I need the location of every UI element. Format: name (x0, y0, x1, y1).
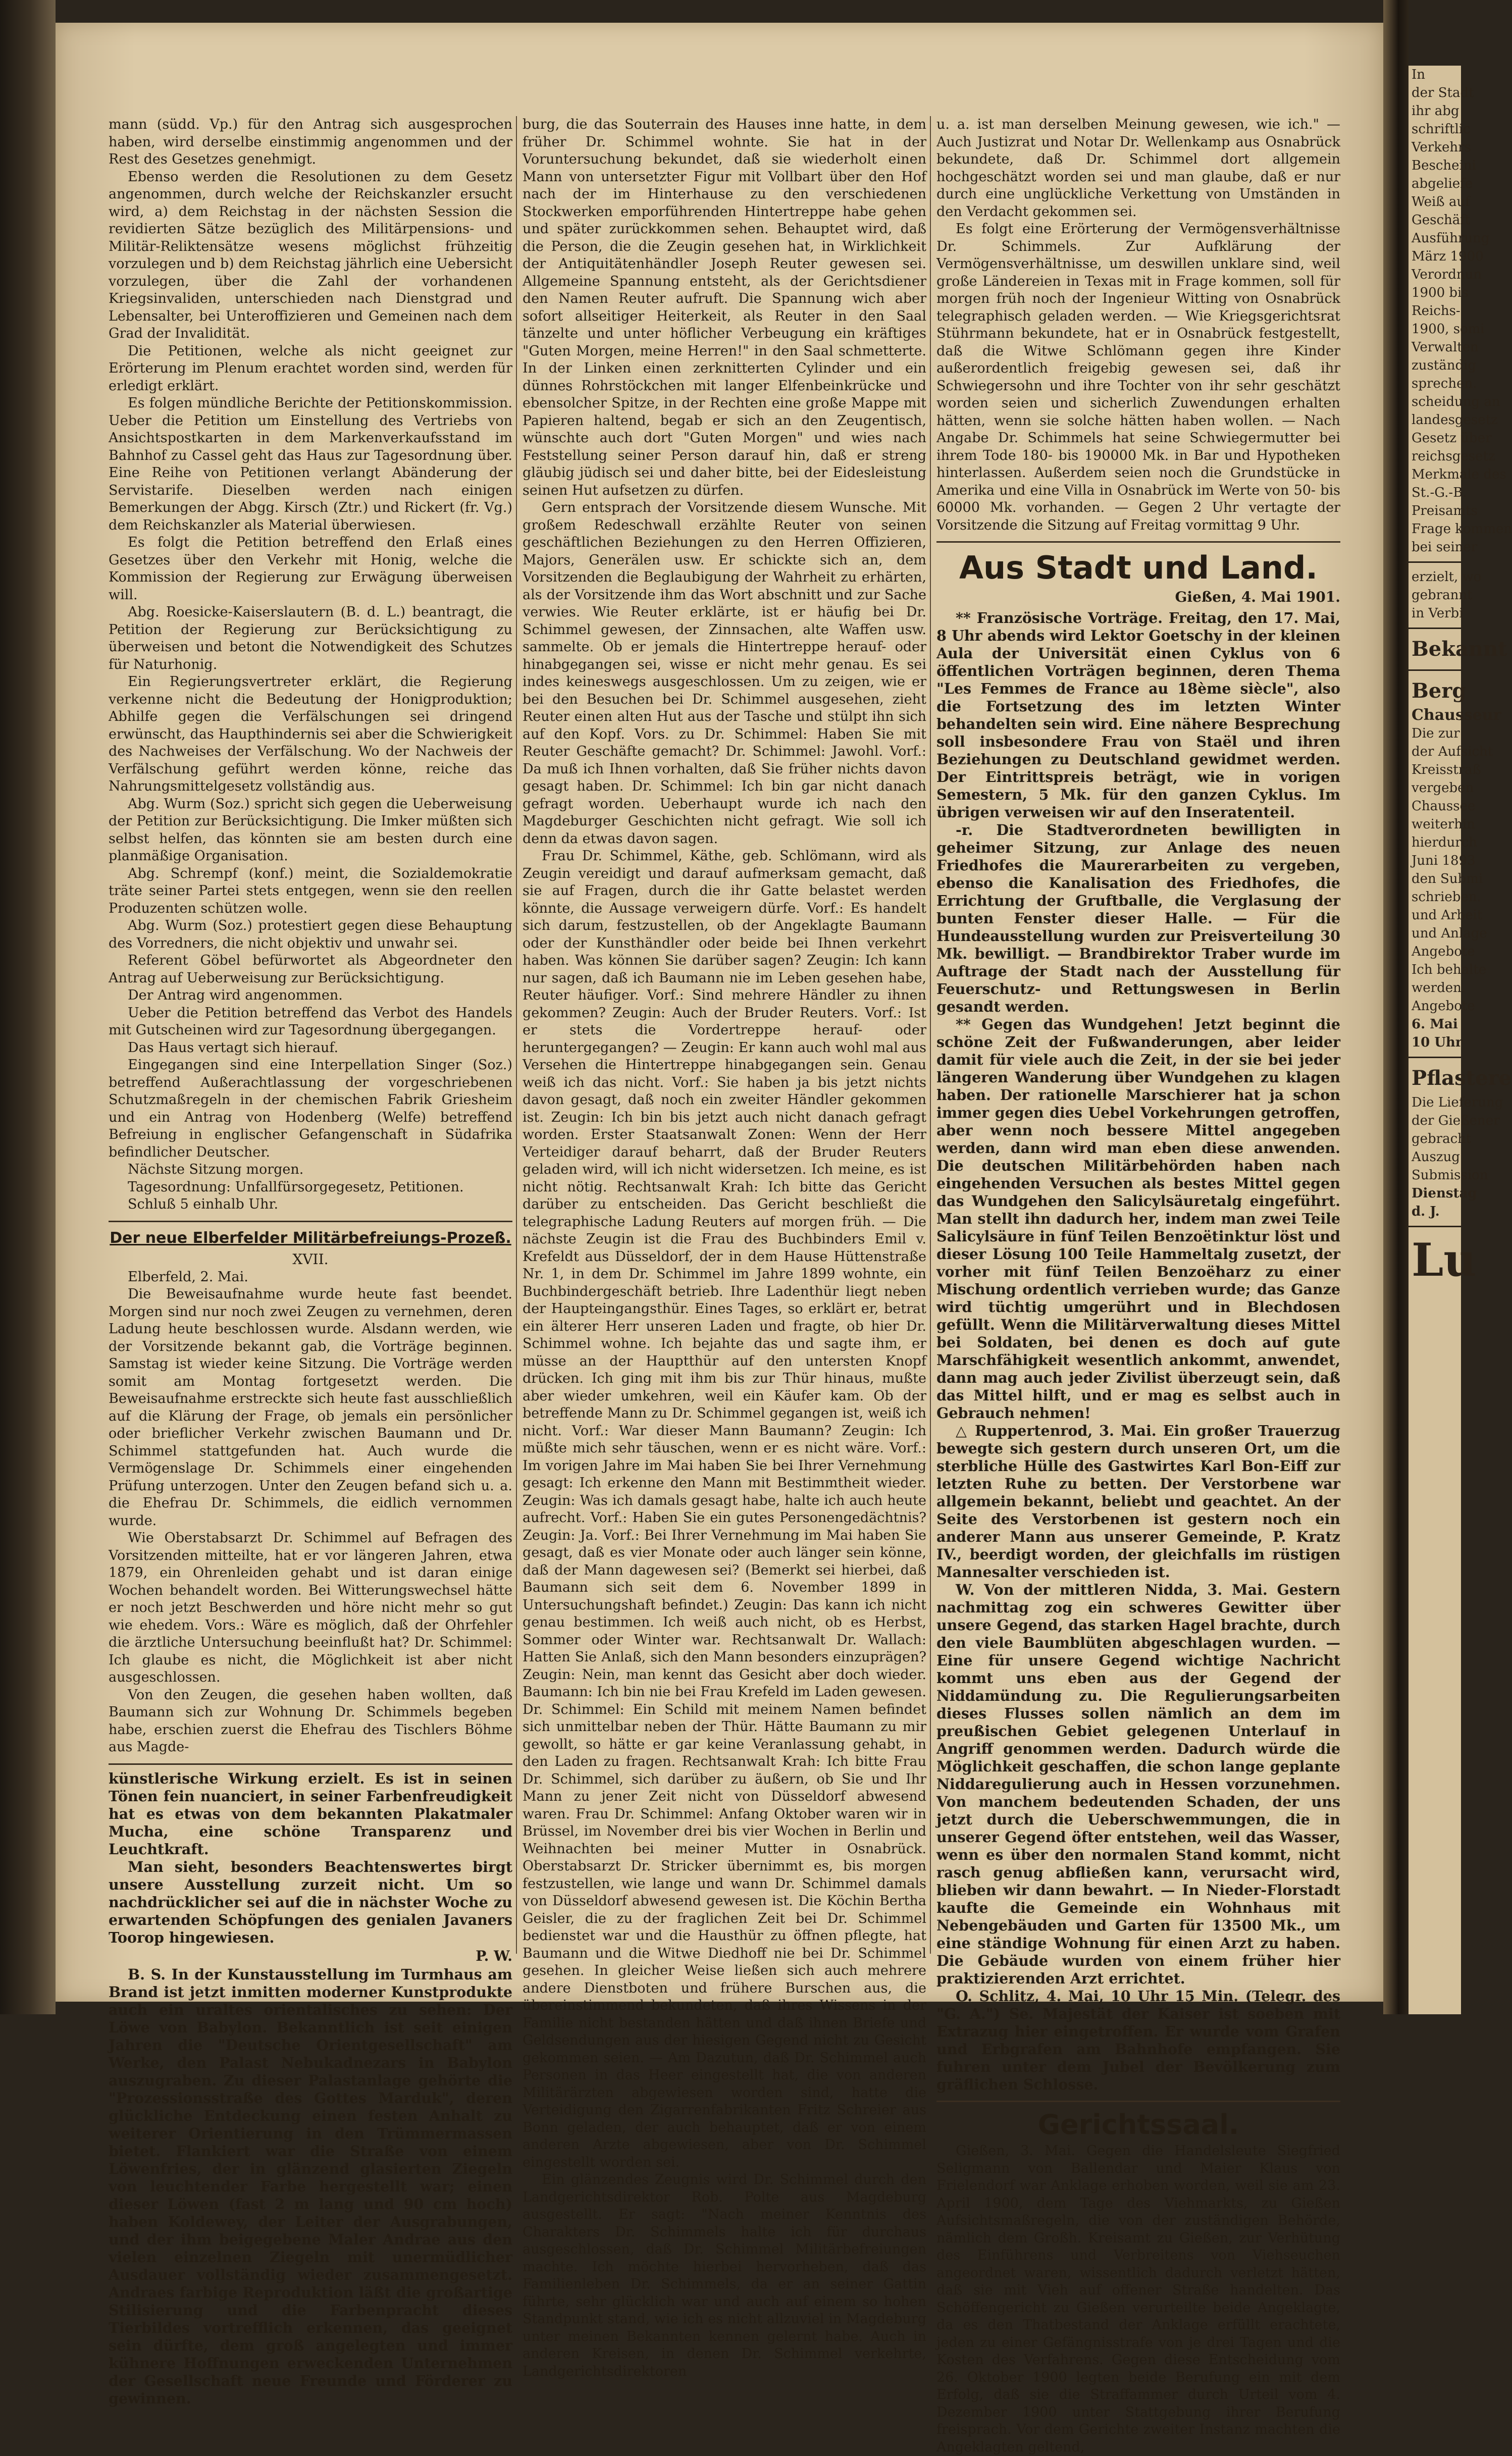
paragraph: B. S. In der Kunstausstellung im Turmhaus am Brand ist jetzt inmitten moderner Kunstprodukte auch ein uraltes orientalisches zu sehen: Der Löwe von Babylon. Bekanntlich ist seit einigen Jahren die "Deutsche Orientgesellschaft" am Werke, den Palast Nebukadnezars in Babylon auszugraben. Zu dieser Palastanlage gehörte die "Prozessionsstraße des Gottes Marduk", deren glückliche Entdeckung einen festen Anhalt zu weiterer Orientierung in den Trümmermassen bietet. Flankiert war die Straße von einem Löwenfries, der in glänzend glasierten Ziegeln von leuchtender Farbe hergestellt war; einen dieser Löwen (fast 2 m lang und 90 cm hoch) haben Koldewey, der Leiter der Ausgrabungen, und der ihm beigegebene Maler Andrae aus den vielen einzelnen Ziegeln mit unermüdlicher Ausdauer vollständig wieder zusammengesetzt. Andraes farbige Reproduktion läßt die großartige Stilisierung und die Farbenpracht dieses Tierbildes vortrefflich erkennen, das geeignet sein dürfte, dem groß angelegten und immer kühnere Hoffnungen erweckenden Unternehmen der Gesellschaft neue Freunde und Förderer zu gewinnen. (109, 1965, 512, 2407)
text-fragment: Verkehrs (1412, 140, 1471, 155)
text-fragment: In (1412, 67, 1426, 82)
text-fragment: Juni 1893 (1412, 853, 1476, 868)
text-fragment: 6. Mai (1412, 1017, 1458, 1032)
paragraph: Schluß 5 einhalb Uhr. (128, 1196, 279, 1212)
author-signature: P. W. (476, 1947, 512, 1964)
paragraph: Gern entsprach der Vorsitzende diesem Wunsche. Mit großem Redeschwall erzählte Reuter von seinen geschäftlichen Beziehungen zu den Herren Offizieren, Majors, Generälen usw. Er schickte sich an, dem Vorsitzenden die Beglaubigung der Wahrheit zu erhärten, als der Vorsitzende ihm das Wort abschnitt und zur Sache verwies. Wie Reuter erklärte, ist er häufig bei Dr. Schimmel gewesen, der Zinnsachen, alte Waffen usw. sammelte. Ob er jemals die Hintertreppe herauf- oder hinabgegangen sei, wisse er nicht mehr genau. Es sei indes keineswegs ausgeschlossen. Um zu zeigen, wie er bei den Besuchen bei Dr. Schimmel ausgesehen, zieht Reuter einen alten Hut aus der Tasche und stülpt ihn sich auf den Kopf. Vors. zu Dr. Schimmel: Haben Sie mit Reuter Geschäfte gemacht? Dr. Schimmel: Jawohl. Vorf.: Da muß ich Ihnen vorhalten, daß Sie früher nichts davon gesagt haben. Dr. Schimmel: Ich bin gar nicht danach gefragt worden. Ueberhaupt wurde ich nach den Magdeburger Geschichten nicht gefragt. Wie soll ich denn da etwas davon sagen. (523, 500, 926, 847)
paragraph: Es folgt eine Erörterung der Vermögensverhältnisse Dr. Schimmels. Zur Aufklärung der Vermögensverhältnisse, um deswillen unklare sind, weil große Ländereien in Texas mit in Frage kommen, soll für morgen früh noch der Ingenieur Witting von Osnabrück telegraphisch geladen werden. — Wie Kriegsgerichtsrat Stührmann bekundete, hat er in Osnabrück festgestellt, daß die Witwe Schlömann gegen ihre Kinder außerordentlich freigebig gewesen sei, daß ihr Schwiegersohn und ihre Tochter von ihr sehr geschätzt worden seien und sicherlich Zuwendungen erhalten hätten, wenn sie solche hätten haben wollen. — Nach Angabe Dr. Schimmels hat seine Schwiegermutter bei ihrem Tode 180- bis 190000 Mk. in Bar und Hypotheken hinterlassen. Außerdem seien noch die Grundstücke in Amerika und eine Villa in Osnabrück im Werte von 50- bis 60000 Mk. vorhanden. — Gegen 2 Uhr vertagte der Vorsitzende die Sitzung auf Freitag vormittag 9 Uhr. (936, 221, 1340, 533)
paragraph: Es folgen mündliche Berichte der Petitionskommission. Ueber die Petition um Einstellung des Vertriebs von Ansichtspostkarten in dem Markenverkaufsstand im Bahnhof zu Cassel geht das Haus zur Tagesordnung über. Eine Reihe von Petitionen verlangt Abänderung der Servistarife. Dieselben werden nach einigen Bemerkungen der Abgg. Kirsch (Ztr.) und Rickert (fr. Vg.) dem Reichskanzler als Material überwiesen. (109, 395, 512, 533)
book-left-edge (0, 0, 56, 2014)
article-headline: Der neue Elberfelder Militärbefreiungs-Prozeß. (110, 1229, 511, 1247)
text-fragment: Die Lieferung (1412, 1095, 1503, 1110)
section-divider (109, 1763, 512, 1765)
paragraph: Eingegangen sind eine Interpellation Singer (Soz.) betreffend Außerachtlassung der vorgeschriebenen Schutzmaßregeln in der chemischen Fabrik Griesheim und ein Antrag von Hodenberg (Welfe) betreffend Befreiung in englischer Gefangenschaft in Südafrika befindlicher Deutscher. (109, 1057, 512, 1160)
paragraph: Referent Göbel befürwortet als Abgeordneter den Antrag auf Ueberweisung zur Berücksichtigung. (109, 953, 512, 986)
text-fragment: reichsgesetz (1412, 449, 1495, 464)
text-fragment: hierdurch (1412, 835, 1477, 850)
paragraph: Ein Regierungsvertreter erklärt, die Regierung verkenne nicht die Bedeutung der Honigproduktion; Abhilfe gegen die Verfälschungen sei dringend erwünscht, das Haupthindernis sei aber die Schwierigkeit des Nachweises der Verfälschung. Wo der Nachweis der Verfälschung geführt werden könne, reiche das Nahrungsmittelgesetz vollständig aus. (109, 674, 512, 794)
paragraph: Das Haus vertagt sich hierauf. (128, 1039, 339, 1056)
next-page-lines (1409, 66, 1512, 1288)
text-fragment: weiterhin (1412, 817, 1476, 832)
ad-heading: Pflastere (1412, 1066, 1512, 1090)
paragraph: Abg. Roesicke-Kaiserslautern (B. d. L.) beantragt, die Petition der Regierung zur Berücksichtigung zu überweisen und betont die Notwendigkeit des Schutzes für Naturhonig. (109, 604, 512, 672)
paragraph: ** Französische Vorträge. Freitag, den 17. Mai, 8 Uhr abends wird Lektor Goetschy in der kleinen Aula der Universität einen Cyklus von 6 öffentlichen Vorträgen beginnen, deren Thema "Les Femmes de France au 18ème siècle", also die Fortsetzung des im letzten Winter behandelten sein wird. Eine nähere Besprechung soll insbesondere Frau von Staël und ihren Beziehungen zu Deutschland gewidmet werden. Der Eintrittspreis beträgt, wie in vorigen Semestern, 5 Mk. für den ganzen Cyklus. Im übrigen verweisen wir auf den Inseratenteil. (936, 609, 1340, 821)
paragraph: Ueber die Petition betreffend das Verbot des Handels mit Gutscheinen wird zur Tagesordnung übergegangen. (109, 1005, 512, 1038)
article-part-number: XVII. (292, 1250, 329, 1268)
text-fragment: Weiß auf (1412, 194, 1470, 210)
paragraph: u. a. ist man derselben Meinung gewesen, wie ich." — Auch Justizrat und Notar Dr. Wellenkamp aus Osnabrück bekundete, daß Dr. Schimmel dort allgemein hochgeschätzt worden sei und man glaube, daß er nur durch eine unglückliche Verkettung von Umständen in den Verdacht gekommen sei. (936, 117, 1340, 220)
text-fragment: ihr abg (1412, 103, 1459, 119)
text-fragment: den Submi (1412, 871, 1483, 886)
paragraph: Es folgt die Petition betreffend den Erlaß eines Gesetzes über den Verkehr mit Honig, welche die Kommission der Regierung zur Erwägung überweisen will. (109, 535, 512, 603)
text-fragment: sprechen. (1412, 376, 1477, 391)
text-fragment: schriftlic (1412, 122, 1471, 137)
ad-heading: Bekannt (1412, 637, 1507, 661)
text-fragment: der Gießener (1412, 1113, 1500, 1128)
paragraph: Nächste Sitzung morgen. (128, 1162, 304, 1177)
section-headline: Gerichtssaal. (1037, 2109, 1239, 2140)
section-divider (936, 541, 1340, 543)
text-fragment: 1900 bis (1412, 285, 1469, 300)
text-fragment: der Aufsicht (1412, 744, 1493, 759)
paragraph: Die Petitionen, welche als nicht geeignet zur Erörterung im Plenum erachtet worden sind, werden für erledigt erklärt. (109, 343, 512, 394)
text-fragment: landesgesetz (1412, 412, 1498, 428)
text-fragment: Verwalten (1412, 340, 1479, 355)
text-fragment: zuständig (1412, 358, 1477, 373)
text-fragment: abgeliefe (1412, 176, 1473, 191)
paragraph: Von den Zeugen, die gesehen haben wollten, daß Baumann sich zur Wohnung Dr. Schimmels begeben habe, erschien zuerst die Ehefrau des Tischlers Böhme aus Magde- (109, 1687, 512, 1755)
paragraph: Die Beweisaufnahme wurde heute fast beendet. Morgen sind nur noch zwei Zeugen zu vernehmen, deren Ladung heute beschlossen wurde. Alsdann werden, wie der Vorsitzende bekannt gab, die Vorträge beginnen. Samstag ist wieder keine Sitzung. Die Vorträge werden somit am Montag fortgesetzt werden. Die Beweisaufnahme erstreckte sich heute fast ausschließlich auf die Klärung der Frage, ob jemals ein persönlicher oder brieflicher Verkehr zwischen Baumann und Dr. Schimmel stattgefunden hat. Auch wurde die Vermögenslage Dr. Schimmels einer eingehenden Prüfung unterzogen. Unter den Zeugen befand sich u. a. die Ehefrau Dr. Schimmels, die eidlich vernommen wurde. (109, 1286, 512, 1529)
paragraph: Ein glänzendes Zeugnis wird Dr. Schimmel durch den Landgerichtsdirektor Rob. Polte aus Magdeburg ausgestellt. Er sagt: "Nach meiner Kenntnis des Charakters Dr. Schimmels halte ich für durchaus ausgeschlossen, daß Dr. Schimmel Militärbefreiungen machte. Ich möchte hierbei hervorheben, daß das Familienleben Dr. Schimmels, da er an seiner Gattin führte, sehr glücklich war und auch auf einem so hohen Standpunkt stand, wie ich es nicht allzuviel in Magdeburg unter meinen Bekannten kennen gelernt habe. Auch in anderen Kreisen, in denen Dr. Schimmel verkehrte, Landgerichtsdirektoren (523, 2172, 926, 2379)
section-headline: Aus Stadt und Land. (959, 549, 1318, 586)
section-divider (109, 1221, 512, 1222)
text-fragment: 1900, somi (1412, 322, 1485, 337)
column-3 (936, 116, 1340, 2455)
text-fragment: März 1900 (1412, 249, 1484, 264)
text-fragment: Chaussee (1412, 799, 1476, 814)
paragraph: Abg. Wurm (Soz.) protestiert gegen diese Behauptung des Vorredners, die nicht objektiv und unwahr sei. (109, 918, 512, 951)
paragraph: Tagesordnung: Unfallfürsorgegesetz, Petitionen. (128, 1179, 464, 1195)
column-rule-2 (930, 116, 931, 1954)
text-fragment: Gesetz über (1412, 431, 1492, 446)
text-fragment: Dienstag (1412, 1186, 1477, 1201)
ad-heading: Lu (1412, 1233, 1477, 1287)
paragraph: ** Gegen das Wundgehen! Jetzt beginnt die schöne Zeit der Fußwanderungen, aber leider damit für viele auch die Zeit, in der sie bei jeder längeren Wanderung über Wundgehen zu klagen haben. Der rationelle Marschierer hat ja schon immer gegen dies Uebel Vorkehrungen getroffen, aber wenn noch bessere Mittel angegeben werden, dann wird man eben diese anwenden. Die deutschen Militärbehörden haben nach eingehenden Versuchen als bestes Mittel gegen das Wundgehen den Salicylsäuretalg eingeführt. Man stellt ihn dadurch her, indem man zwei Teile Salicylsäure in fünf Teilen Benzoëtinktur löst und dieser Lösung 100 Teile Hammeltalg zusetzt, der vorher mit fünf Teilen Benzoëharz zu einer Mischung ordentlich verrieben wurde; das Ganze wird tüchtig umgerührt und in Blechdosen gefüllt. Wenn die Militärverwaltung dieses Mittel bei Soldaten, bei denen es doch auf gute Marschfähigkeit wesentlich ankommt, anwendet, dann mag auch jeder Zivilist überzeugt sein, daß das Mittel hilft, und er mag es selbst auch in Gebrauch nehmen! (936, 1016, 1340, 1422)
paragraph: Ebenso werden die Resolutionen zu dem Gesetz angenommen, durch welche der Reichskanzler ersucht wird, a) dem Reichstag in der nächsten Session die revidierten Sätze bezüglich des Militärpensions- und Militär-Reliktensätze wesens möglichst frühzeitig vorzulegen und b) dem Reichstag jährlich eine Uebersicht vorzulegen, über die Zahl der vorhandenen Kriegsinvaliden, unterschieden nach Dienstgrad und Lebensalter, bei Unteroffizieren und Gemeinen nach dem Grad der Invalidität. (109, 169, 512, 341)
paragraph: Abg. Wurm (Soz.) spricht sich gegen die Ueberweisung der Petition zur Berücksichtigung. Die Imker müßten sich selbst helfen, das könnten sie am besten durch eine planmäßige Organisation. (109, 796, 512, 864)
book-gutter (1383, 0, 1409, 2014)
text-fragment: Kreisstraß (1412, 762, 1481, 777)
text-fragment: Frage kommen (1412, 521, 1512, 537)
text-fragment: werden. (1412, 980, 1466, 996)
section-divider (1409, 561, 1461, 563)
column-rule-1 (516, 116, 517, 1954)
text-fragment: Angebote (1412, 944, 1475, 959)
paragraph: Gießen, 3. Mai. Gegen die Handelsleute Siegfried Seligmann von Ballendar und Maier Klaus von Frielendorf war Anklage erhoben worden, weil sie am 23. April 1900, dem Tage des Viehmarkts, zu Gießen Aufsichtsmaßregeln, die von der zuständigen Behörde, nämlich dem Großh. Kreisamt zu Gießen, zur Verhütung des Einführens und Verbreitens von Viehseuchen angeordnet waren, wissentlich dadurch verletzt hätten, daß sie mit Vieh auf offener Straße handelten. Das Schöffengericht zu Gießen verurteilte beide Angeklagte, da es den Thatbestand der Anklage erfüllt erachtete, jeden zu einer Gefängnisstrafe von je drei Tagen und die Kosten des Verfahrens. Gegen diese Entscheidung vom 26. Oktober 1900 legten beide Berufung ein mit dem Erfolg, daß sie die Straffammer durch Urteil vom 4. Dezember 1900 unter Stattgebung ihrer Berufung freisprach. Vor dem Gerichte zweiter Instanz machten die Angeklagten geltend, (936, 2143, 1340, 2455)
text-fragment: schrieben. (1412, 890, 1481, 905)
text-fragment: gebrannt (1412, 588, 1473, 603)
column-2 (523, 116, 926, 2379)
text-fragment: in Verbi (1412, 606, 1464, 621)
section-divider (1409, 669, 1461, 671)
text-fragment: d. J. (1412, 1204, 1440, 1219)
text-fragment: Submission (1412, 1168, 1488, 1183)
text-fragment: Reichs- (1412, 303, 1461, 319)
paragraph: O. Schlitz, 4. Mai, 10 Uhr 15 Min. (Telegr. des "G. A.") Se. Majestät der Kaiser ist soeben mit Extrazug hier eingetroffen. Er wurde vom Grafen und Erbgrafen am Bahnhofe empfangen. Sie fuhren unter dem Jubel der Bevölkerung zum gräflichen Schlosse. (936, 1988, 1340, 2093)
text-fragment: der Stadt (1412, 85, 1474, 100)
text-fragment: Angebote (1412, 999, 1475, 1014)
text-fragment: gebracht (1412, 1131, 1472, 1146)
ad-heading: Berg (1412, 679, 1467, 703)
section-divider (1409, 628, 1461, 629)
text-fragment: Ausführung (1412, 231, 1490, 246)
next-page-edge (1409, 66, 1512, 2014)
paragraph: W. Von der mittleren Nidda, 3. Mai. Gestern nachmittag zog ein schweres Gewitter über unsere Gegend, das starken Hagel brachte, durch den viele Baumblüten abgeschlagen wurden. — Eine für unsere Gegend wichtige Nachricht kommt uns eben aus der Gegend der Niddamündung zu. Die Regulierungsarbeiten dieses Flusses sollen nämlich an dem im preußischen Gebiet gelegenen Unterlauf in Angriff genommen werden. Dadurch würde die Möglichkeit geschaffen, die schon lange geplante Niddaregulierung auch in Hessen vorzunehmen. Von manchem bedeutenden Schaden, der uns jetzt durch die Ueberschwemmungen, die in unserer Gegend öfter entstehen, weil das Wasser, wenn es über den normalen Stand kommt, nicht rasch genug abfließen kann, verursacht wird, blieben wir dann bewahrt. — In Nieder-Florstadt kaufte die Gemeinde ein Wohnhaus mit Nebengebäuden und Garten für 13500 Mk., um eine ständige Wohnung für einen Arzt zu haben. Die Gebäude wurden von einem früher hier praktizierenden Arzt errichtet. (936, 1581, 1340, 1987)
text-fragment: Geschäft (1412, 213, 1471, 228)
text-fragment: Auszug (1412, 1149, 1460, 1165)
section-divider (1409, 1226, 1461, 1227)
text-fragment: scheidung an (1412, 394, 1500, 409)
paragraph: burg, die das Souterrain des Hauses inne hatte, in dem früher Dr. Schimmel wohnte. Sie hat in der Voruntersuchung bekundet, daß sie wiederholt einen Mann von untersetzter Figur mit Vollbart über den Hof nach der im Hinterhause zu den verschiedenen Stockwerken emporführenden Hintertreppe habe gehen und später zurückkommen sehen. Behauptet wird, daß die Person, die die Zeugin gesehen hat, in Wirklichkeit der Antiquitätenhändler Joseph Reuter gewesen sei. Allgemeine Spannung entsteht, als der Gerichtsdiener den Namen Reuter aufruft. Die Spannung wich aber sofort allseitiger Heiterkeit, als Reuter in den Saal tänzelte und unter höflicher Verbeugung ein kräftiges "Guten Morgen, meine Herren!" in den Saal schmetterte. In der Linken einen zerknitterten Cylinder und ein dünnes Rohrstöckchen mit langer Elfenbeinkrücke und ebensolcher Spitze, in der Rechten eine große Mappe mit Papieren haltend, begab er sich an den Zeugentisch, wünschte auch dort "Guten Morgen" und wies nach Feststellung seiner Person darauf hin, daß er streng gläubig jüdisch sei und daher bitte, bei der Eidesleistung seinen Hut aufsetzen zu dürfen. (523, 117, 926, 498)
section-divider (1409, 1057, 1461, 1058)
paragraph: Der Antrag wird angenommen. (128, 987, 343, 1003)
text-fragment: St.-G.-B. (1412, 485, 1467, 500)
text-fragment: 10 Uhr (1412, 1035, 1463, 1050)
paragraph: künstlerische Wirkung erzielt. Es ist in seinen Tönen fein nuanciert, in seiner Farbenfreudigkeit hat es etwas von dem bekannten Plakatmaler Mucha, eine schöne Transparenz und Leuchtkraft. (109, 1769, 512, 1858)
column-1 (109, 116, 512, 2407)
section-divider (936, 2101, 1340, 2102)
text-fragment: bei seiner (1412, 540, 1478, 555)
paragraph: -r. Die Stadtverordneten bewilligten in geheimer Sitzung, zur Anlage des neuen Friedhofes die Maurerarbeiten zu vergeben, ebenso die Kanalisation des Friedhofes, die Errichtung der Gruftballe, die Verglasung der bunten Fenster dieser Halle. — Für die Hundeausstellung wurden zur Preisverteilung 30 Mk. bewilligt. — Brandbirektor Traber wurde im Auftrage der Stadt nach der Ausstellung für Feuerschutz- und Rettungswesen in Berlin gesandt werden. (936, 821, 1340, 1015)
paragraph: △ Ruppertenrod, 3. Mai. Ein großer Trauerzug bewegte sich gestern durch unseren Ort, um die sterbliche Hülle des Gastwirtes Karl Bon-Eiff zur letzten Ruhe zu betten. Der Verstorbene war allgemein bekannt, beliebt und geachtet. An der Seite des Verstorbenen ist gestern noch ein anderer Mann aus unserer Gemeinde, P. Kratz IV., beerdigt worden, der gleichfalls im rüstigen Mannesalter verschieden ist. (936, 1422, 1340, 1581)
paragraph: mann (südd. Vp.) für den Antrag sich ausgesprochen haben, wird derselbe einstimmig angenommen und der Rest des Gesetzes genehmigt. (109, 117, 512, 167)
text-fragment: und Anlage (1412, 926, 1487, 941)
paragraph: Frau Dr. Schimmel, Käthe, geb. Schlömann, wird als Zeugin vereidigt und darauf aufmerksam gemacht, daß sie auf Fragen, durch die ihr Gatte belastet werden könnte, die Aussage verweigern dürfe. Vorf.: Es handelt sich darum, festzustellen, ob der Angeklagte Baumann oder der Kunsthändler oder beide bei Ihnen verkehrt haben. Was können Sie darüber sagen? Zeugin: Ich kann nur sagen, daß ich Baumann nie im Leben gesehen habe, Reuter häufiger. Vorf.: Sind mehrere Händler zu ihnen gekommen? Zeugin: Auch der Bruder Reuters. Vorf.: Ist er stets die Vordertreppe herauf- oder heruntergegangen? — Zeugin: Er kann auch wohl mal aus Versehen die Hintertreppe hinabgegangen sein. Genau weiß ich das nicht. Vorf.: Sie haben ja bis jetzt nichts davon gesagt, daß noch ein zweiter Händler gekommen ist. Zeugin: Ich bin bis jetzt auch nicht danach gefragt worden. Erster Staatsanwalt Zonen: Wenn der Herr Verteidiger darauf beharrt, daß der Bruder Reuters geladen wird, will ich nicht widersetzen. Ich meine, es ist nicht nötig. Rechtsanwalt Krah: Ich bitte das Gericht darüber zu entscheiden. Das Gericht beschließt die telegraphische Ladung Reuters auf morgen früh. — Die nächste Zeugin ist die Frau des Buchbinders Emil v. Krefeldt aus Düsseldorf, der in dem Hause Hüttenstraße Nr. 1, in dem Dr. Schimmel im Jahre 1899 wohnte, ein Buchbindergeschäft betrieb. Ihre Ladenthür liegt neben der Haupteingangsthür. Eines Tages, so erklärt er, betrat ein älterer Herr unseren Laden und fragte, ob hier Dr. Schimmel wohne. Ich bejahte das und sagte ihm, er müsse an der Hauptthür auf den untersten Knopf drücken. Ich ging mit ihm bis zur Thür hinaus, mußte aber wieder umkehren, weil ein Käufer kam. Ob der betreffende Mann zu Dr. Schimmel gegangen ist, weiß ich nicht. Vorf.: War dieser Mann Baumann? Zeugin: Ich müßte mich sehr täuschen, wenn er es nicht wäre. Vorf.: Im vorigen Jahre im Mai haben Sie bei Ihrer Vernehmung gesagt: Ich erkenne den Mann mit Bestimmtheit wieder. Zeugin: Was ich damals gesagt habe, halte ich auch heute aufrecht. Vorf.: Haben Sie ein gutes Personengedächtnis? Zeugin: Ja. Vorf.: Bei Ihrer Vernehmung im Mai haben Sie gesagt, daß es vier Monate oder auch länger sein könne, daß der Mann dagewesen sei? (Bemerkt sei hierbei, daß Baumann sich seit dem 6. November 1899 in Untersuchungshaft befindet.) Zeugin: Das kann ich nicht genau bestimmen. Ich weiß auch nicht, ob es Herbst, Sommer oder Winter war. Rechtsanwalt Dr. Wallach: Hatten Sie Anlaß, sich den Mann besonders einzuprägen? Zeugin: Nein, man kennt das Gesicht aber doch wieder. Baumann: Ich bin nie bei Frau Krefeld im Laden gewesen. Dr. Schimmel: Ein Schild mit meinem Namen befindet sich unmittelbar neben der Thür. Hätte Baumann zu mir gewollt, so hätte er gar keine Veranlassung gehabt, in den Laden zu fragen. Rechtsanwalt Krah: Ich bitte Frau Dr. Schimmel, sich darüber zu äußern, ob Sie und Ihr Mann zu jener Zeit nicht von Düsseldorf abwesend waren. Frau Dr. Schimmel: Anfang Oktober waren wir in Brüssel, im November drei bis vier Wochen in Berlin und Weihnachten bei meiner Mutter in Osnabrück. Oberstabsarzt Dr. Stricker übernimmt es, bis morgen festzustellen, wie lange und wann Dr. Schimmel damals von Düsseldorf abwesend gewesen ist. Die Köchin Bertha Geisler, die zu der fraglichen Zeit bei Dr. Schimmel bedienstet war und die Hausthür zu öffnen pflegte, hat Baumann und die Witwe Diedhoff nie bei Dr. Schimmel gesehen. In gleicher Weise ließen sich auch mehrere andere Dienstboten und frühere Burschen aus, die übereinstimmend bekundeten, daß ihres Wissens in der Familie nicht bestanden hätten und daß ihnen Briefe und Geldsendungen aus der hiesigen Gegend nicht zu Gesicht gekommen seien. — Am Dazutun, daß Dr. Schimmel auch Personen in das Heer eingestellt hat, die von anderen Militärärzten abgewiesen worden sind, hatte die Verteidigung den Zigarrenfabrikanten Fritz Schreier aus Bonn geladen, der auch behauptet, daß er von einem anderen Arzte abgewiesen, aber von Dr. Schimmel eingestellt worden sei. (523, 848, 926, 2170)
section-dateline: Gießen, 4. Mai 1901. (1175, 589, 1340, 605)
text-fragment: vergeben (1412, 780, 1474, 796)
article-dateline: Elberfeld, 2. Mai. (128, 1269, 248, 1285)
text-fragment: Bescheini (1412, 158, 1476, 173)
paragraph: Wie Oberstabsarzt Dr. Schimmel auf Befragen des Vorsitzenden mitteilte, hat er vor längeren Jahren, etwa 1879, ein Ohrenleiden gehabt und ist daran einige Wochen behandelt worden. Bei Witterungswechsel hätte er noch jetzt Beschwerden und höre nicht mehr so gut wie ehedem. Vors.: Wäre es möglich, daß der Ohrfehler die ärztliche Untersuchung beeinflußt hat? Dr. Schimmel: Ich glaube es nicht, die Möglichkeit ist aber nicht ausgeschlossen. (109, 1530, 512, 1685)
ad-subheading: Chausseur (1412, 706, 1501, 724)
text-fragment: Ich behalte (1412, 962, 1487, 977)
text-fragment: und Arbeit (1412, 908, 1483, 923)
text-fragment: Merkmale des (1412, 467, 1506, 482)
text-fragment: Preisamts (1412, 503, 1478, 518)
paragraph: Abg. Schrempf (konf.) meint, die Sozialdemokratie träte seiner Partei stets entgegen, wenn sie den reellen Produzenten schützen wolle. (109, 865, 512, 916)
paragraph: Man sieht, besonders Beachtenswertes birgt unsere Ausstellung zurzeit nicht. Um so nachdrücklicher sei auf die in nächster Woche zu erwartenden Schöpfungen des genialen Javaners Toorop hingewiesen. (109, 1858, 512, 1946)
text-fragment: erzielt, wo (1412, 569, 1482, 585)
text-fragment: Verordnun (1412, 267, 1482, 282)
text-fragment: Die zur (1412, 726, 1460, 741)
